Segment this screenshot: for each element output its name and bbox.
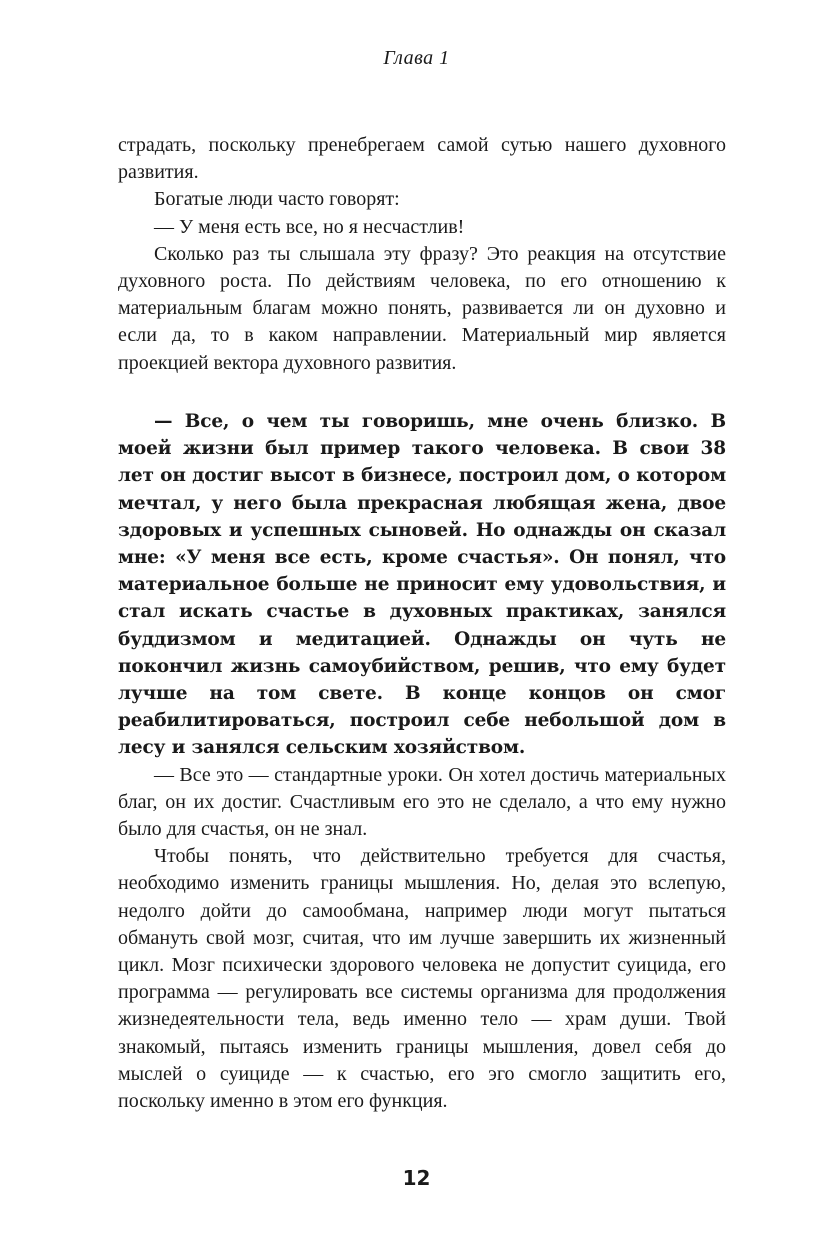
paragraph: — У меня есть все, но я несчастлив!	[154, 215, 465, 238]
bold-paragraph: — Все, о чем ты говоришь, мне очень близко. В моей жизни был пример такого человека. В свои 38 лет он достиг высот в бизнесе, построил дом, о котором мечтал, у него была прекрасная любящая жена, двое здоровых и успешных сыновей. Но однажды он сказал мне: «У меня все есть, кроме счастья». Он понял, что материальное больше не приносит ему удовольствия, и стал искать счастье в духовных практиках, занялся буддизмом и медитацией. Однажды он чуть не покончил жизнь самоубийством, решив, что ему будет лучше на том свете. В конце концов он смог реабилитироваться, построил себе небольшой дом в лесу и занялся сельским хозяйством.	[118, 411, 726, 759]
paragraph: Богатые люди часто говорят:	[154, 188, 400, 211]
page-number: 12	[402, 1166, 431, 1190]
text-block-top	[118, 132, 726, 377]
paragraph: страдать, поскольку пренебрегаем самой сутью нашего духовного развития.	[118, 134, 726, 184]
running-header: Глава 1	[383, 47, 450, 69]
paragraph: Чтобы понять, что действительно требуется для счастья, необходимо изменить границы мышления. Но, делая это вслепую, недолго дойти до самообмана, например люди могут пытаться обмануть свой мозг, считая, что им лучше завершить их жизненный цикл. Мозг психически здорового человека не допустит суицида, его программа — регулировать все системы организма для продолжения жизнедеятельности тела, ведь именно тело — храм души. Твой знакомый, пытаясь изменить границы мышления, довел себя до мыслей о суициде — к счастью, его эго смогло защитить его, поскольку именно в этом его функция.	[118, 845, 726, 1113]
paragraph: Сколько раз ты слышала эту фразу? Это реакция на отсутствие духовного роста. По действиям человека, по его отношению к материальным благам можно понять, развивается ли он духовно и если да, то в каком направлении. Материальный мир является проекцией вектора духовного развития.	[118, 242, 726, 374]
text-block-bottom	[118, 408, 726, 1115]
paragraph: — Все это — стандартные уроки. Он хотел достичь материальных благ, он их достиг. Счастливым его это не сделало, а что ему нужно было для счастья, он не знал.	[118, 763, 726, 841]
